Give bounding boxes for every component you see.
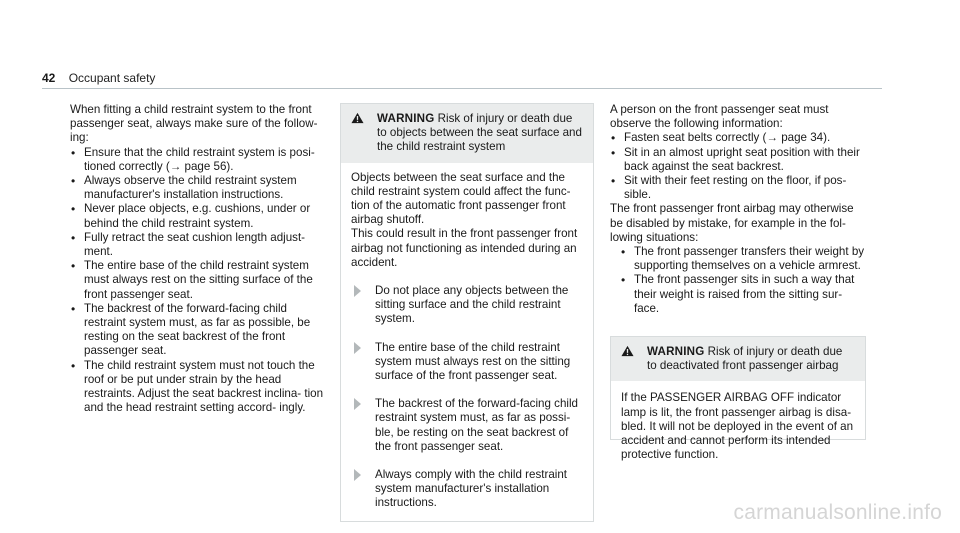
arrow-icon bbox=[354, 469, 361, 481]
action-text: Always comply with the child restraint system manufacturer's installation instructions. bbox=[375, 468, 568, 510]
list-item: • Sit in an almost upright seat position with their back against the seat backrest. bbox=[610, 146, 866, 174]
arrow-icon bbox=[354, 342, 361, 354]
list-item: • The front passenger transfers their weight by supporting themselves on a vehicle armrest. bbox=[620, 245, 866, 273]
action-item bbox=[351, 397, 583, 454]
warning-body bbox=[341, 163, 593, 521]
arrow-icon bbox=[354, 285, 361, 297]
list-item: • The child restraint system must not touch the roof or be put under strain by the head restraints. Adjust the seat backrest inclina- tion and the head restraint setting accord- ingly. bbox=[70, 359, 326, 416]
watermark: carmanualsonline.info bbox=[733, 501, 942, 524]
action-item bbox=[351, 341, 583, 384]
header-rule bbox=[42, 88, 882, 89]
action-item bbox=[351, 468, 583, 511]
list-item: • The backrest of the forward-facing child restraint system must, as far as possible, be resting on the seat backrest of the front passenger seat. bbox=[70, 302, 326, 359]
list-item: • Never place objects, e.g. cushions, under or behind the child restraint system. bbox=[70, 202, 326, 230]
list-item: • The entire base of the child restraint system must always rest on the sitting surface of the front passenger seat. bbox=[70, 259, 326, 302]
list-item: • Always observe the child restraint system manufacturer's installation instructions. bbox=[70, 174, 326, 202]
warning-triangle-icon bbox=[621, 345, 634, 357]
passenger-info-list bbox=[610, 131, 866, 202]
warning-paragraph: This could result in the front passenger front airbag not functioning as intended during an accident. bbox=[351, 227, 578, 269]
list-item: • Fully retract the seat cushion length adjust- ment. bbox=[70, 231, 326, 259]
action-item bbox=[351, 284, 583, 327]
warning-paragraph: If the PASSENGER AIRBAG OFF indicator lamp is lit, the front passenger airbag is disa- bled. It will not be deployed in the event of an accident and cannot perform its intended protective function. bbox=[621, 391, 854, 462]
paragraph: The front passenger front airbag may otherwise be disabled by mistake, for example in the fol- lowing situations: bbox=[610, 202, 854, 244]
action-text: Do not place any objects between the sitting surface and the child restraint system. bbox=[375, 284, 569, 326]
warning-box bbox=[610, 336, 866, 462]
list-item: • Ensure that the child restraint system is posi- tioned correctly (→ page 56). bbox=[70, 146, 326, 174]
arrow-icon bbox=[354, 398, 361, 410]
action-text: The entire base of the child restraint system must always rest on the sitting surface of the front passenger seat. bbox=[375, 340, 571, 383]
column-left bbox=[70, 103, 326, 415]
warning-triangle-icon bbox=[351, 112, 364, 124]
column-right bbox=[610, 103, 866, 462]
fitting-checklist bbox=[70, 146, 326, 416]
list-item: • Sit with their feet resting on the floor, if pos- sible. bbox=[610, 174, 866, 202]
action-text: The backrest of the forward-facing child restraint system must, as far as possi- ble, be resting on the seat backrest of the front passenger seat. bbox=[375, 397, 578, 453]
list-item: • The front passenger sits in such a way that their weight is raised from the sitting sur- face. bbox=[620, 273, 866, 316]
warning-box bbox=[340, 103, 594, 522]
section-title: Occupant safety bbox=[68, 71, 156, 85]
warning-label: WARNING bbox=[647, 345, 705, 359]
intro-text: A person on the front passenger seat must observe the following information: bbox=[610, 103, 829, 131]
warning-title: Risk of injury or death due to deactivated front passenger airbag bbox=[647, 345, 843, 373]
warning-body bbox=[611, 381, 865, 462]
warning-header bbox=[611, 337, 865, 381]
page-header bbox=[42, 71, 155, 85]
situations-list bbox=[610, 245, 866, 316]
warning-paragraph: Objects between the seat surface and the child restraint system could affect the func- tion of the automatic front passenger front airbag shutoff. bbox=[351, 170, 571, 227]
warning-label: WARNING bbox=[377, 112, 435, 125]
warning-header bbox=[341, 104, 593, 163]
column-middle bbox=[340, 103, 594, 522]
warning-title: Risk of injury or death due to objects between the seat surface and the child restraint system bbox=[377, 112, 582, 154]
list-item: • Fasten seat belts correctly (→ page 34). bbox=[610, 131, 866, 145]
intro-text: When fitting a child restraint system to the front passenger seat, always make sure of the follow- ing: bbox=[70, 103, 318, 145]
page-number: 42 bbox=[42, 71, 56, 85]
